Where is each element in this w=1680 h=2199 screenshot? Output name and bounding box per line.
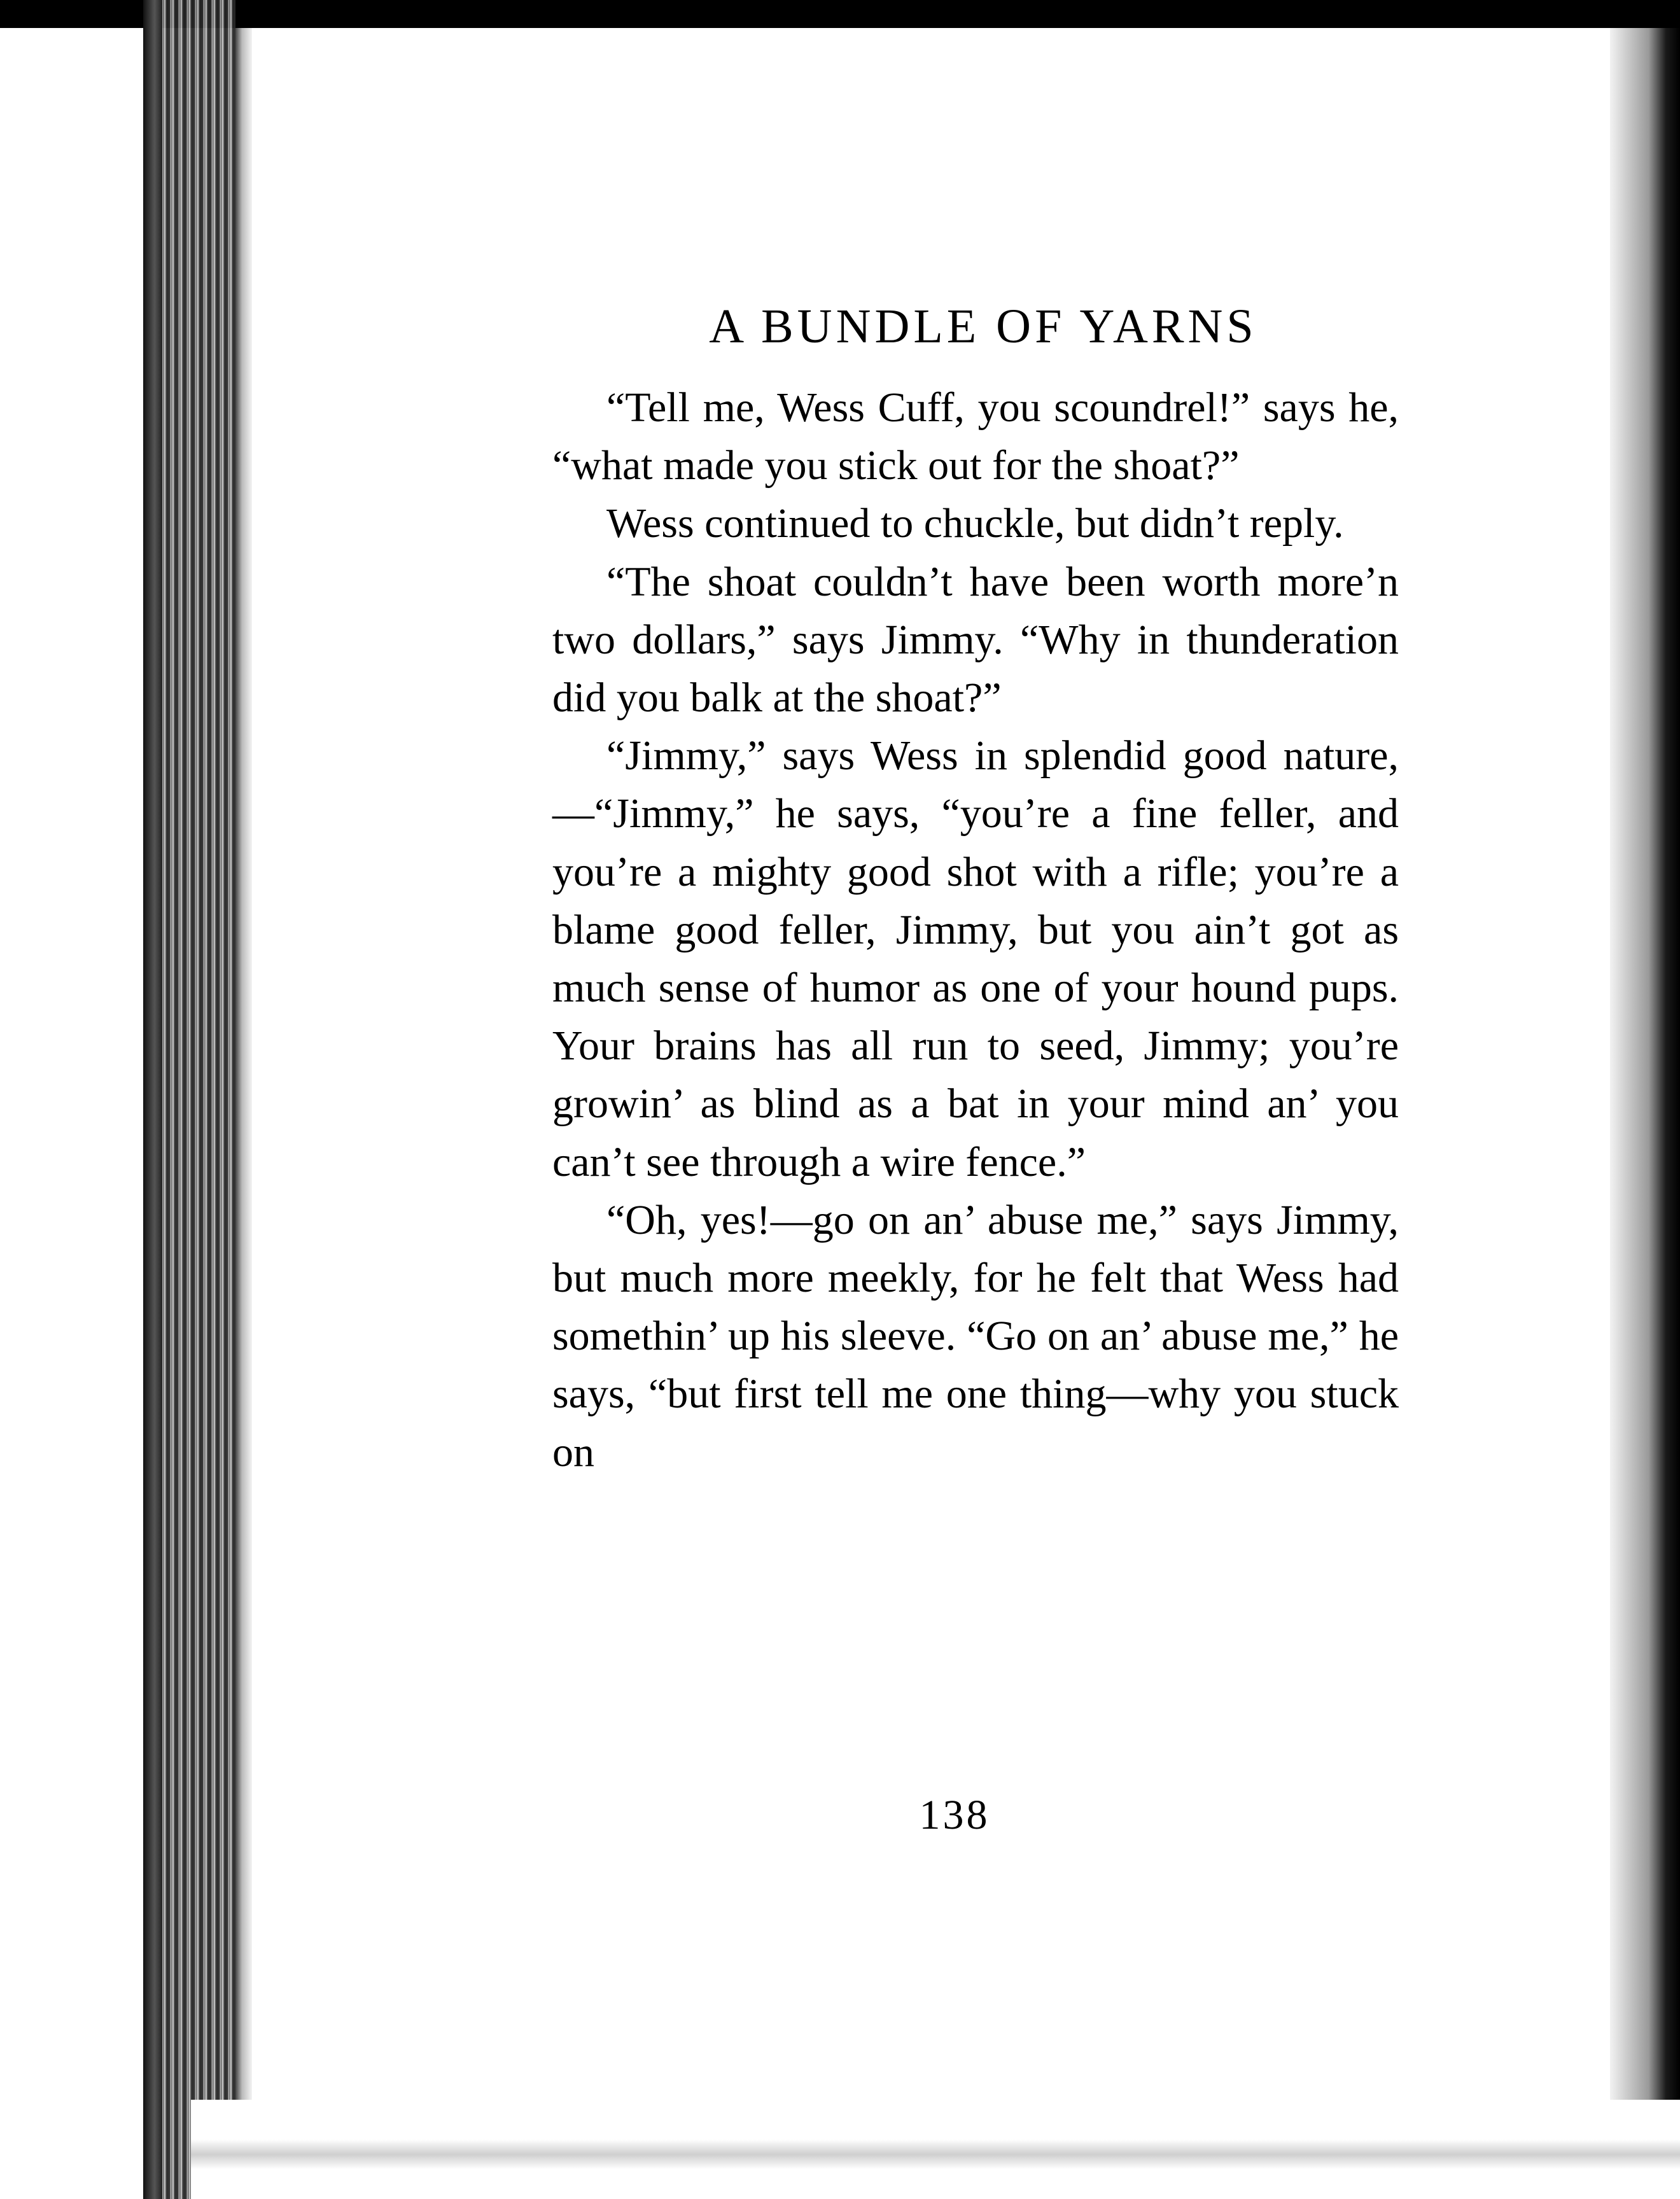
paragraph: Wess continued to chuckle, but didn’t reply. [606, 500, 1344, 547]
page-gutter-shadow [235, 28, 252, 2199]
paragraph: “Oh, yes!—go on an’ abuse me,” says Jimmy, but much more meekly, for he felt that Wess had somethin’ up his sleeve. “Go on an’ abuse me,” he says, “but first tell me one thing—why you stuck on [552, 1196, 1399, 1476]
running-head: A BUNDLE OF YARNS [709, 300, 1257, 353]
page-bottom-edge [191, 2100, 1680, 2199]
paragraph: “Tell me, Wess Cuff, you scoundrel!” says he, “what made you stick out for the shoat?” [552, 384, 1399, 489]
body-text [552, 379, 1399, 1481]
paragraph: “Jimmy,” says Wess in splendid good nature,—“Jimmy,” he says, “you’re a fine feller, and you’re a mighty good shot with a rifle; you’re a blame good feller, Jimmy, but you ain’t got as much sense of humor as one of your hound pups. Your brains has all run to seed, Jimmy; you’re growin’ as blind as a bat in your mind an’ you can’t see through a wire fence.” [552, 732, 1399, 1185]
page-number: 138 [919, 1792, 990, 1838]
book-cover-edge [143, 0, 162, 2199]
book-spine-shadow [1610, 28, 1680, 2199]
scan-top-border [0, 0, 1680, 28]
paragraph: “The shoat couldn’t have been worth more’n two dollars,” says Jimmy. “Why in thunderation did you balk at the shoat?” [552, 558, 1399, 722]
